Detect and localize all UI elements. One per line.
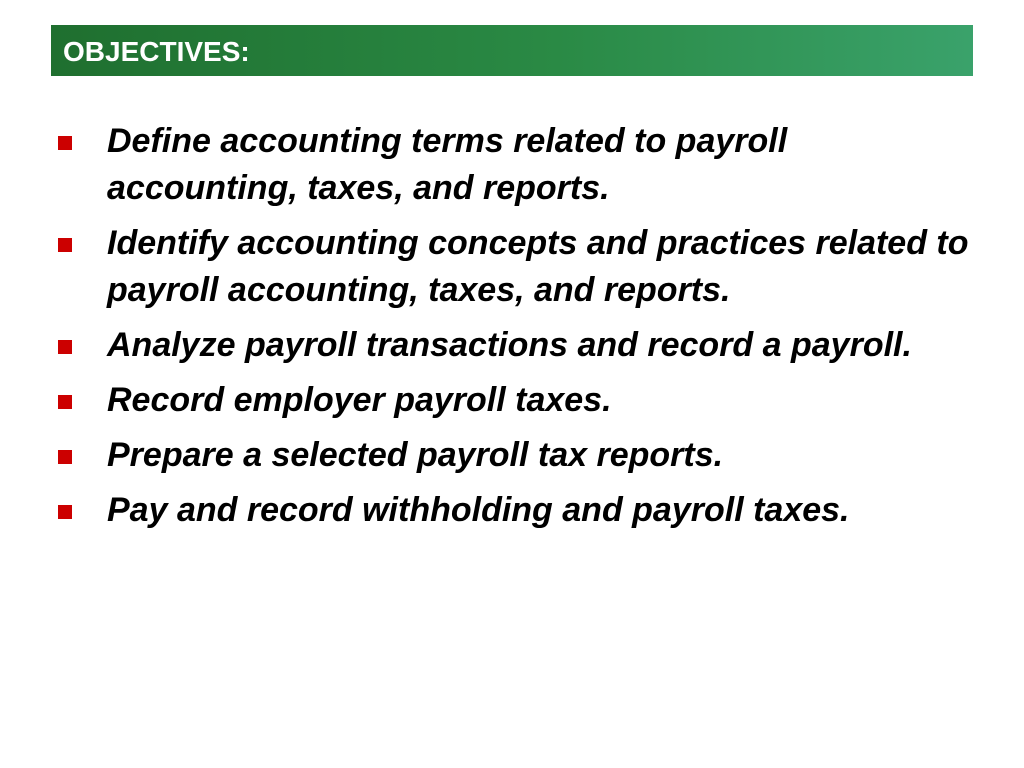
bullet-text: Identify accounting concepts and practices related to payroll accounting, taxes, and reports. — [107, 224, 969, 309]
bullet-text: Prepare a selected payroll tax reports. — [107, 436, 724, 474]
title-bar — [51, 25, 973, 76]
square-bullet-icon — [58, 395, 72, 409]
bullet-text: Pay and record withholding and payroll taxes. — [107, 491, 850, 529]
square-bullet-icon — [58, 505, 72, 519]
objectives-list — [58, 118, 998, 542]
list-item — [58, 377, 998, 424]
bullet-text: Analyze payroll transactions and record a payroll. — [107, 326, 912, 364]
square-bullet-icon — [58, 136, 72, 150]
bullet-text: Record employer payroll taxes. — [107, 381, 612, 419]
bullet-text: Define accounting terms related to payroll accounting, taxes, and reports. — [107, 122, 788, 207]
list-item — [58, 487, 998, 534]
list-item — [58, 118, 998, 212]
slide-title: OBJECTIVES: — [63, 35, 250, 67]
list-item — [58, 220, 998, 314]
square-bullet-icon — [58, 340, 72, 354]
square-bullet-icon — [58, 238, 72, 252]
list-item — [58, 322, 998, 369]
square-bullet-icon — [58, 450, 72, 464]
list-item — [58, 432, 998, 479]
